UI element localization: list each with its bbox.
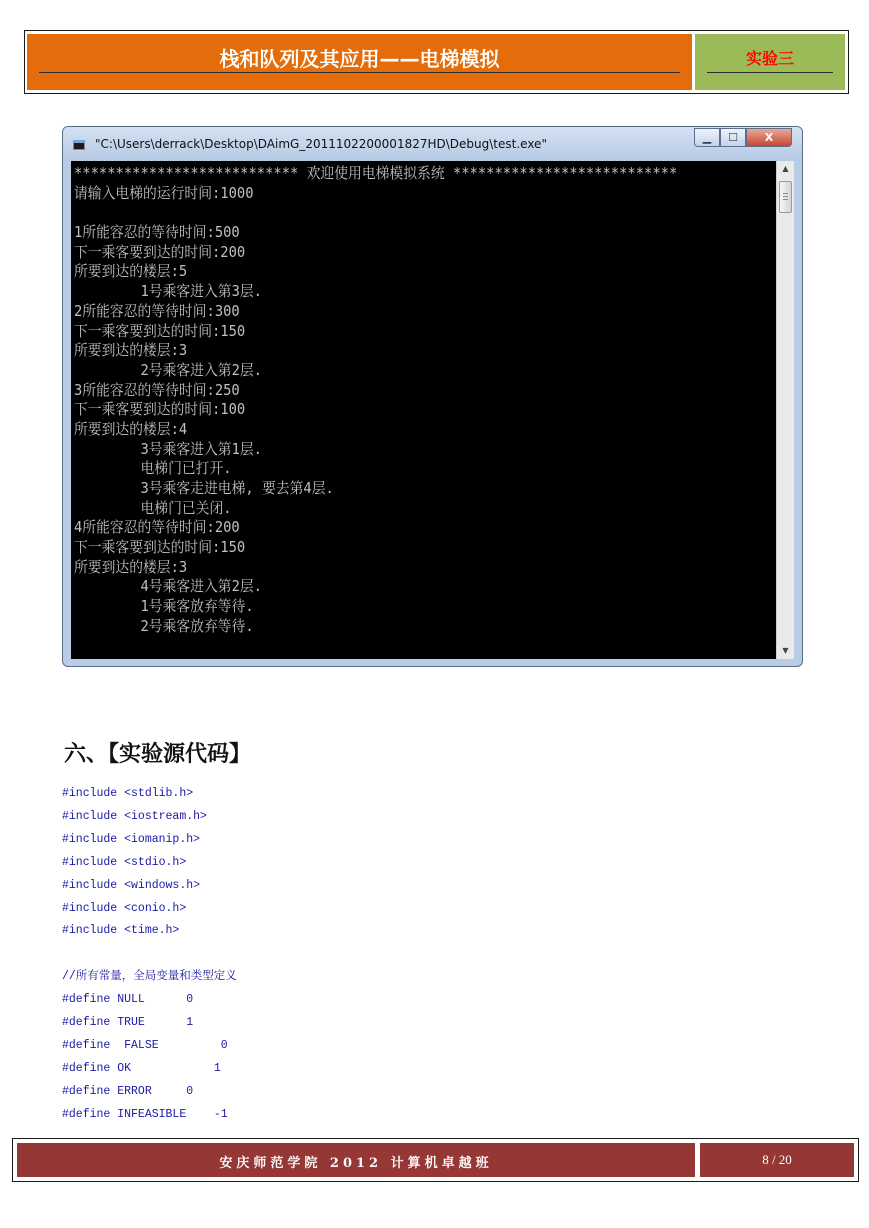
scroll-thumb[interactable] [779,181,792,213]
console-line: 2号乘客放弃等待. [74,616,254,635]
code-line: #define OK 1 [62,1061,221,1075]
console-line: 4号乘客进入第2层. [74,577,262,596]
code-line: //所有常量，全局变量和类型定义 [62,970,237,984]
header-banner [27,34,692,90]
console-line: 3所能容忍的等待时间:250 [74,380,240,399]
code-line: #include <iomanip.h> [62,832,201,846]
console-scrollbar[interactable] [776,161,794,659]
console-line: 电梯门已关闭. [74,498,232,517]
scroll-down-arrow-icon[interactable]: ▼ [782,646,789,655]
console-line: 下一乘客要到达的时间:150 [74,538,246,557]
code-line: #define NULL 0 [62,993,194,1007]
console-app-icon [73,140,85,150]
console-window-title: "C:\Users\derrack\Desktop\DAimG_2011102200001827HD\Debug\test.exe" [95,137,547,151]
code-line: #define INFEASIBLE -1 [62,1107,228,1121]
console-line: 1所能容忍的等待时间:500 [74,223,240,242]
code-line: #include <windows.h> [62,878,201,892]
console-line: 所要到达的楼层:5 [74,262,188,281]
code-line: #include <iostream.h> [62,809,207,823]
close-button[interactable]: X [746,128,792,147]
console-line: 3号乘客进入第1层. [74,439,262,458]
console-line: 所要到达的楼层:3 [74,557,188,576]
scroll-grip [783,196,788,197]
scroll-grip [783,193,788,194]
code-line: #define TRUE 1 [62,1016,194,1029]
console-line: 1号乘客放弃等待. [74,597,254,616]
header-rule [39,72,680,73]
console-line: *************************** 欢迎使用电梯模拟系统 *************************** [74,164,678,182]
footer-school: 安庆师范学院 2012 计算机卓越班 [219,1156,493,1171]
console-line [74,203,718,223]
page-number: 8 / 20 [762,1152,792,1167]
code-line: #include <time.h> [62,924,180,938]
scroll-up-arrow-icon[interactable]: ▲ [782,164,789,173]
experiment-label: 实验三 [745,49,794,68]
code-line: #define ERROR 0 [62,1084,194,1098]
scroll-grip [783,199,788,200]
console-output [71,161,776,659]
console-line: 所要到达的楼层:4 [74,419,188,438]
code-line: #include <stdio.h> [62,855,187,869]
console-line: 所要到达的楼层:3 [74,341,188,360]
console-line: 电梯门已打开. [74,459,232,478]
experiment-badge [695,34,845,90]
maximize-button[interactable]: ☐ [720,128,746,147]
footer-school-bar [17,1143,695,1177]
section-heading: 六、【实验源代码】 [64,741,252,767]
experiment-rule [707,72,833,73]
console-line: 下一乘客要到达的时间:150 [74,321,246,340]
console-line: 1号乘客进入第3层. [74,282,262,301]
code-line: #include <conio.h> [62,901,187,915]
console-line: 2号乘客进入第2层. [74,360,262,379]
footer-page-bar [700,1143,854,1177]
window-controls [694,128,792,148]
console-line: 请输入电梯的运行时间:1000 [74,183,254,202]
console-line: 2所能容忍的等待时间:300 [74,301,240,320]
minimize-button[interactable]: ▁ [694,128,720,147]
header-title: 栈和队列及其应用——电梯模拟 [219,47,500,71]
console-line: 3号乘客走进电梯, 要去第4层. [74,479,334,497]
code-line: #define FALSE 0 [62,1038,228,1052]
console-line: 4所能容忍的等待时间:200 [74,518,240,537]
console-line: 下一乘客要到达的时间:100 [74,400,246,419]
console-lines [74,164,774,637]
console-titlebar[interactable] [63,127,802,161]
console-window [62,126,803,667]
console-line: 下一乘客要到达的时间:200 [74,242,246,261]
code-line: #include <stdlib.h> [62,787,194,800]
